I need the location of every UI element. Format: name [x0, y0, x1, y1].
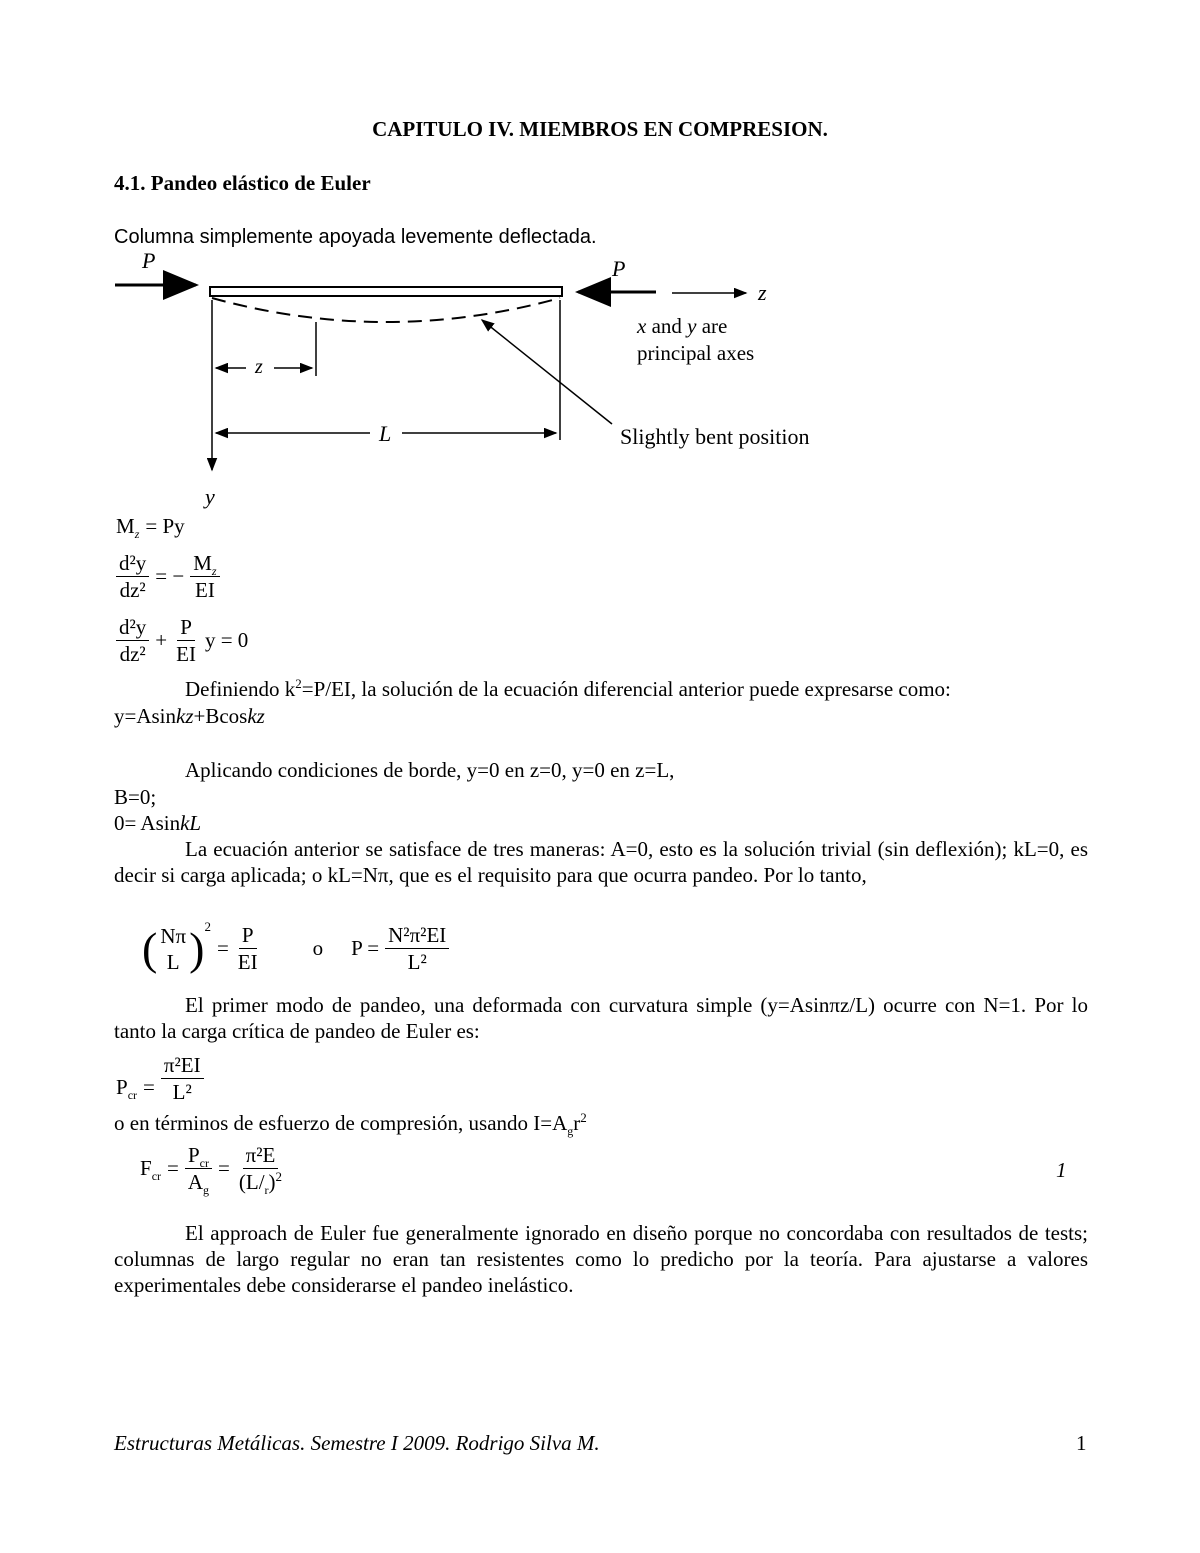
column-buckling-diagram [0, 0, 1200, 520]
axis-y-label: y [205, 484, 215, 509]
bent-position-label: Slightly bent position [620, 424, 810, 449]
stress-intro: o en términos de esfuerzo de compresión, usando $I=A_gr^2$ [114, 1110, 587, 1139]
critical-load-equation: $P_{cr}$ = $\frac{\text{π²EI}}{\text{L²}}$ [116, 1052, 204, 1105]
paragraph-three-ways: La ecuación anterior se satisface de tres maneras: A=0, esto es la solución trivial (sin deflexión); kL=0, es decir si carga aplicada; o kL=Nπ, que es el requisito para que ocurra pandeo. Por lo tanto, [114, 837, 1088, 887]
boundary-conditions: Aplicando condiciones de borde, y=0 en z=0, y=0 en z=L, [185, 758, 675, 782]
section-title: 4.1. Pandeo elástico de Euler [114, 171, 371, 195]
axes-note-line2: principal axes [637, 341, 755, 365]
b-equals-zero: B=0; [114, 785, 157, 809]
dim-L-label: L [379, 421, 392, 446]
bent-shape-curve [212, 298, 560, 322]
axes-note-line1: x and y are [637, 314, 728, 338]
euler-relation: ( Nπ L ) 2 = $\frac{P}{EI}$ o P = $\frac{\text{N²π²EI}}{\text{L²}}$ [142, 922, 449, 975]
column-member [210, 287, 562, 296]
paragraph-first-mode: El primer modo de pandeo, una deformada con curvatura simple (y=Asinπz/L) ocurre con N=1. Por lo tanto la carga crítica de pandeo de Euler es: [114, 993, 1088, 1043]
dim-z-label: z [255, 356, 263, 378]
paragraph-euler-approach: El approach de Euler fue generalmente ignorado en diseño porque no concordaba con resultados de tests; columnas de largo regular no eran tan resistentes como lo predicho por la teoría. Para ajustarse a valores experimentales debe considerarse el pandeo inelástico. [114, 1221, 1088, 1297]
page-number: 1 [1076, 1431, 1087, 1455]
asin-kl-equation: 0= AsinkL [114, 811, 202, 835]
load-label-right: P [612, 256, 626, 281]
footer-course: Estructuras Metálicas. Semestre I 2009. Rodrigo Silva M. [114, 1431, 600, 1455]
moment-equation: $M_z$ = Py [116, 514, 185, 542]
general-solution: y=Asinkz+Bcoskz [114, 704, 265, 728]
differential-equation: $\frac{\text{d²y}}{\text{dz²}}$ + $\frac{P}{EI}$ y = 0 [116, 614, 248, 667]
load-label-left: P [142, 248, 156, 273]
definition-line: Definiendo $k^2=P/EI$, la solución de la ecuación diferencial anterior puede expresarse como: [185, 676, 951, 701]
curvature-equation: $\frac{\text{d²y}}{\text{dz²}}$ = − $\frac{M_z}{EI}$ [116, 550, 220, 603]
axis-z-label: z [758, 280, 767, 305]
bent-leader-arrow [482, 320, 612, 424]
chapter-title: CAPITULO IV. MIEMBROS EN COMPRESION. [372, 117, 828, 141]
equation-number: 1 [1056, 1158, 1067, 1182]
intro-text: Columna simplemente apoyada levemente deflectada. [114, 226, 597, 248]
critical-stress-equation: $F_{cr}$ = $\frac{P_{cr}}{A_g}$ = $\frac{\text{π²E}}{(L/_r)^2}$ [140, 1143, 283, 1198]
